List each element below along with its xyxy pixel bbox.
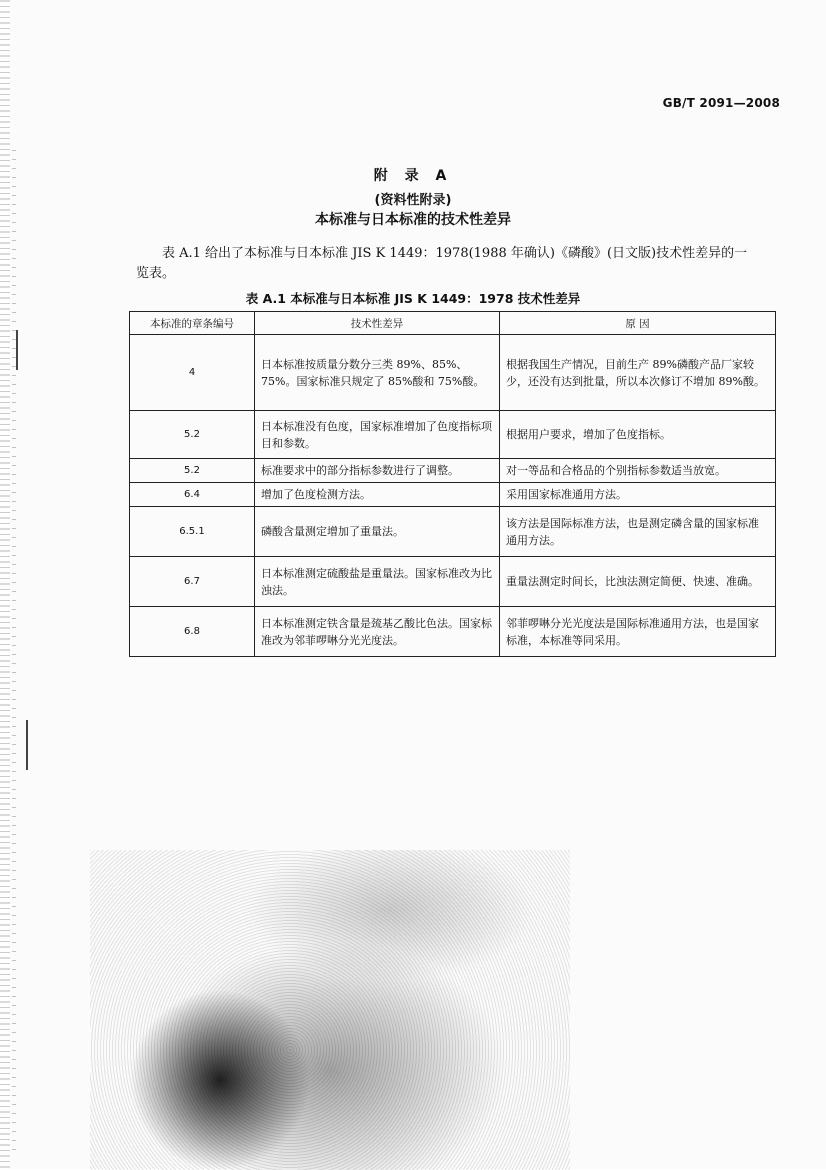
- clause-cell: 6.5.1: [130, 507, 255, 557]
- standard-code: GB/T 2091—2008: [662, 96, 780, 110]
- difference-cell: 增加了色度检测方法。: [255, 483, 500, 507]
- clause-cell: 5.2: [130, 411, 255, 459]
- table-header-row: [130, 312, 776, 335]
- annex-subject: 本标准与日本标准的技术性差异: [315, 212, 511, 228]
- reason-cell: 该方法是国际标准方法，也是测定磷含量的国家标准通用方法。: [500, 507, 776, 557]
- column-header: 原 因: [500, 312, 776, 335]
- reason-cell: 重量法测定时间长，比浊法测定简便、快速、准确。: [500, 557, 776, 607]
- scan-smudge: [90, 850, 570, 1170]
- table-row: [130, 335, 776, 411]
- table-row: [130, 411, 776, 459]
- clause-cell: 5.2: [130, 459, 255, 483]
- difference-table: [129, 311, 776, 657]
- clause-cell: 6.7: [130, 557, 255, 607]
- table-row: [130, 557, 776, 607]
- difference-cell: 日本标准测定铁含量是巯基乙酸比色法。国家标准改为邻菲啰啉分光光度法。: [255, 607, 500, 657]
- reason-cell: 对一等品和合格品的个别指标参数适当放宽。: [500, 459, 776, 483]
- scan-mark: [26, 720, 28, 770]
- table-row: [130, 507, 776, 557]
- table-row: [130, 607, 776, 657]
- difference-cell: 磷酸含量测定增加了重量法。: [255, 507, 500, 557]
- intro-line: 览表。: [136, 266, 176, 281]
- intro-paragraph: [136, 244, 781, 284]
- difference-cell: 日本标准按质量分数分三类 89%、85%、75%。国家标准只规定了 85%酸和 75%酸。: [255, 335, 500, 411]
- column-header: 本标准的章条编号: [130, 312, 255, 335]
- annex-title: 附 录 A: [373, 168, 453, 184]
- reason-cell: 采用国家标准通用方法。: [500, 483, 776, 507]
- difference-cell: 日本标准没有色度，国家标准增加了色度指标项目和参数。: [255, 411, 500, 459]
- clause-cell: 6.8: [130, 607, 255, 657]
- reason-cell: 邻菲啰啉分光光度法是国际标准通用方法，也是国家标准，本标准等同采用。: [500, 607, 776, 657]
- table-caption: 表 A.1 本标准与日本标准 JIS K 1449：1978 技术性差异: [245, 291, 581, 306]
- difference-cell: 标准要求中的部分指标参数进行了调整。: [255, 459, 500, 483]
- table-row: [130, 459, 776, 483]
- reason-cell: 根据我国生产情况，目前生产 89%磷酸产品厂家较少，还没有达到批量，所以本次修订不增加 89%酸。: [500, 335, 776, 411]
- column-header: 技术性差异: [255, 312, 500, 335]
- annex-type: (资料性附录): [374, 193, 452, 208]
- intro-line: 表 A.1 给出了本标准与日本标准 JIS K 1449：1978(1988 年确认)《磷酸》(日文版)技术性差异的一: [162, 246, 748, 261]
- reason-cell: 根据用户要求，增加了色度指标。: [500, 411, 776, 459]
- clause-cell: 4: [130, 335, 255, 411]
- clause-cell: 6.4: [130, 483, 255, 507]
- table-row: [130, 483, 776, 507]
- scan-mark: [16, 330, 18, 370]
- difference-cell: 日本标准测定硫酸盐是重量法。国家标准改为比浊法。: [255, 557, 500, 607]
